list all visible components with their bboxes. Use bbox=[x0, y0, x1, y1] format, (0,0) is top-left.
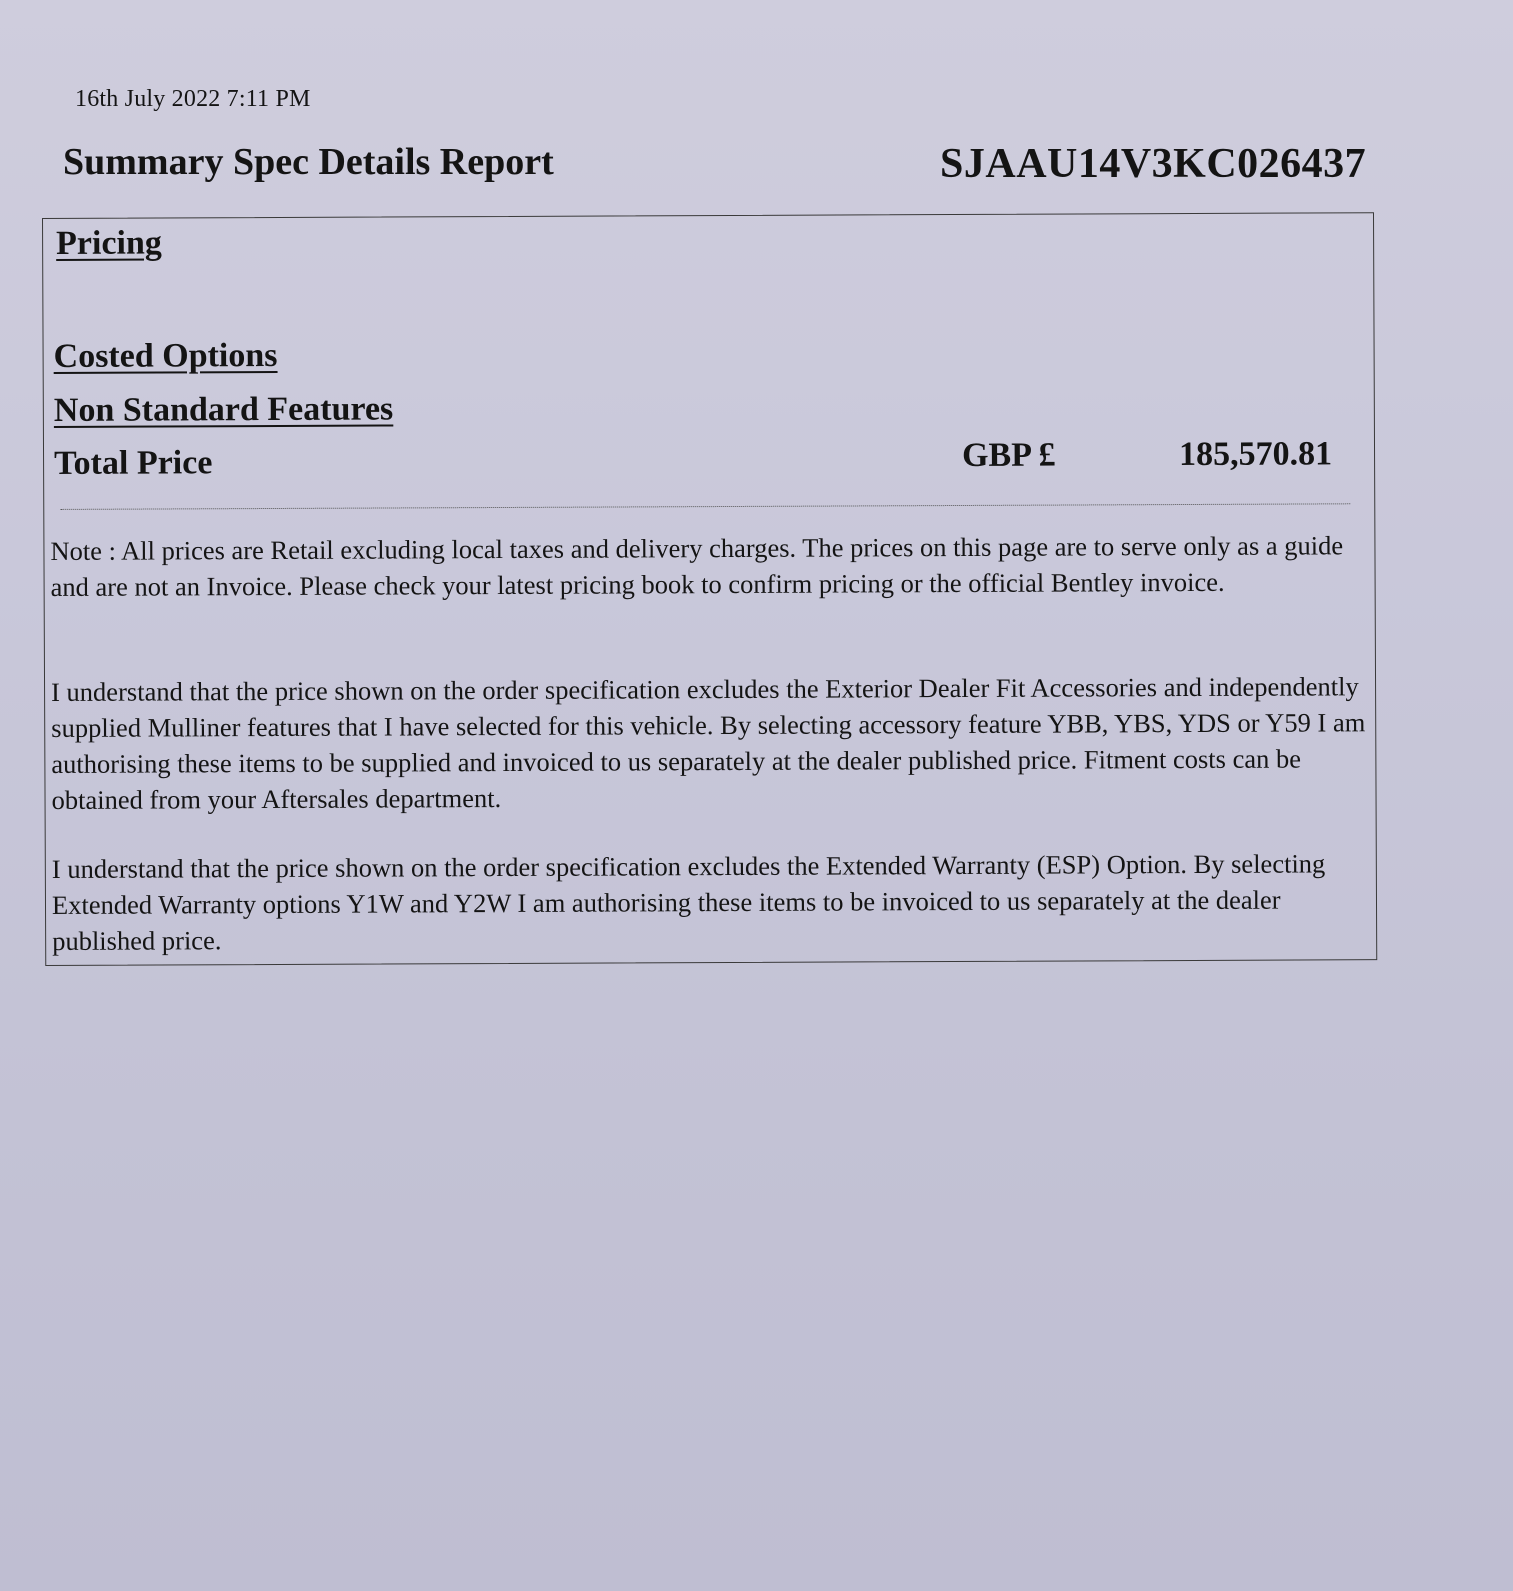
note-paragraph-warranty: I understand that the price shown on the order specification excludes the Extended Warranty (ESP) Option. By selecting Extended Warranty options Y1W and Y2W I am authorising these items to be invoiced to us separately at the dealer published price. bbox=[51, 848, 1326, 956]
note-paragraph-accessories: I understand that the price shown on the order specification excludes the Exterior Dealer Fit Accessories and independently supplied Mulliner features that I have selected for this vehicle. By selecting accessory feature YBB, YBS, YDS or Y59 I am authorising these items to be supplied and invoiced to us separately at the dealer published price. Fitment costs can be obtained from your Aftersales department. bbox=[51, 671, 1366, 815]
report-timestamp: 16th July 2022 7:11 PM bbox=[75, 86, 311, 112]
dotted-divider bbox=[60, 503, 1350, 510]
total-price-label: Total Price bbox=[53, 444, 213, 482]
note-paragraph-pricing: Note : All prices are Retail excluding local taxes and delivery charges. The prices on this page are to serve only as a guide and are not an Invoice. Please check your latest pricing book to confirm pricing or the official Bentley invoice. bbox=[50, 530, 1344, 602]
pricing-heading: Pricing bbox=[56, 224, 162, 262]
costed-options-heading: Costed Options bbox=[53, 336, 278, 375]
pricing-box bbox=[42, 212, 1377, 966]
currency-label: GBP £ bbox=[961, 436, 1056, 474]
non-standard-features-heading: Non Standard Features bbox=[53, 390, 394, 429]
total-price-value: 185,570.81 bbox=[1178, 435, 1333, 474]
report-title: Summary Spec Details Report bbox=[63, 141, 554, 183]
vin-number: SJAAU14V3KC026437 bbox=[940, 141, 1367, 187]
